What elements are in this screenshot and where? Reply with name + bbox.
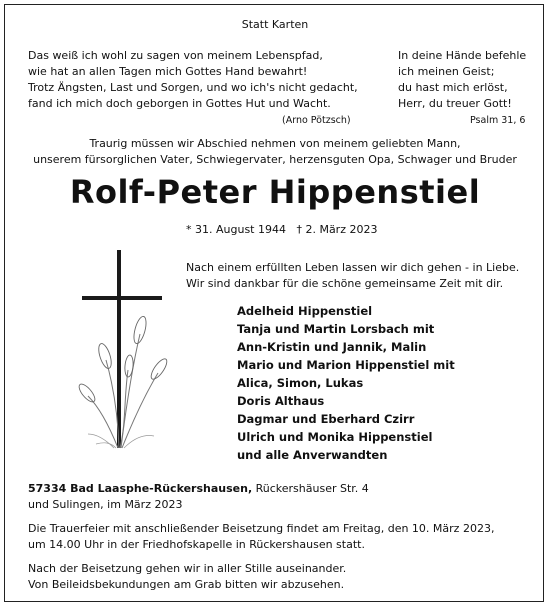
address-line-2: und Sulingen, im März 2023 xyxy=(28,498,183,511)
closing-line-2: Von Beileidsbekundungen am Grab bitten wir abzusehen. xyxy=(28,578,345,591)
poem-right-line-4: Herr, du treuer Gott! xyxy=(398,97,512,110)
family-member: Adelheid Hippenstiel xyxy=(237,304,373,318)
cross-with-wheat-icon xyxy=(74,248,174,458)
poem-right-line-3: du hast mich erlöst, xyxy=(398,81,508,94)
poem-right-line-2: ich meinen Geist; xyxy=(398,65,495,78)
family-list xyxy=(237,302,455,464)
poem-right-line-1: In deine Hände befehle xyxy=(398,49,527,62)
psalm-source: Psalm 31, 6 xyxy=(470,115,526,126)
address-street: Rückershäuser Str. 4 xyxy=(252,482,369,495)
closing-line-1: Nach der Beisetzung gehen wir in aller Stille auseinander. xyxy=(28,562,347,575)
family-member: Ulrich und Monika Hippenstiel xyxy=(237,430,433,444)
funeral-line-2: um 14.00 Uhr in der Friedhofskapelle in Rückershausen statt. xyxy=(28,538,365,551)
intro-line-2: unserem fürsorglichen Vater, Schwiegervater, herzensguten Opa, Schwager und Bruder xyxy=(33,153,517,166)
funeral-line-1: Die Trauerfeier mit anschließender Beisetzung findet am Freitag, den 10. März 2023, xyxy=(28,522,495,535)
intro-line-1: Traurig müssen wir Abschied nehmen von meinem geliebten Mann, xyxy=(89,137,461,150)
address-line-1 xyxy=(28,481,369,496)
address-place: 57334 Bad Laasphe-Rückershausen, xyxy=(28,482,253,495)
family-member: Tanja und Martin Lorsbach mit xyxy=(237,322,435,336)
poem-author: (Arno Pötzsch) xyxy=(282,115,351,126)
family-member: und alle Anverwandten xyxy=(237,448,388,462)
family-member: Doris Althaus xyxy=(237,394,325,408)
message-line-1: Nach einem erfüllten Leben lassen wir dich gehen - in Liebe. xyxy=(186,261,520,274)
birth-death-dates: * 31. August 1944 † 2. März 2023 xyxy=(186,223,378,236)
family-member: Dagmar und Eberhard Czirr xyxy=(237,412,415,426)
message-line-2: Wir sind dankbar für die schöne gemeinsame Zeit mit dir. xyxy=(186,277,504,290)
poem-left-line-3: Trotz Ängsten, Last und Sorgen, und wo ich's nicht gedacht, xyxy=(28,81,358,94)
header-statt-karten: Statt Karten xyxy=(241,18,309,31)
family-member: Ann-Kristin und Jannik, Malin xyxy=(237,340,427,354)
family-member: Mario und Marion Hippenstiel mit xyxy=(237,358,455,372)
poem-left-line-2: wie hat an allen Tagen mich Gottes Hand bewahrt! xyxy=(28,65,308,78)
poem-left-line-1: Das weiß ich wohl zu sagen von meinem Lebenspfad, xyxy=(28,49,323,62)
family-member: Alica, Simon, Lukas xyxy=(237,376,364,390)
deceased-name: Rolf-Peter Hippenstiel xyxy=(69,173,481,211)
poem-left-line-4: fand ich mich doch geborgen in Gottes Hut und Wacht. xyxy=(28,97,331,110)
